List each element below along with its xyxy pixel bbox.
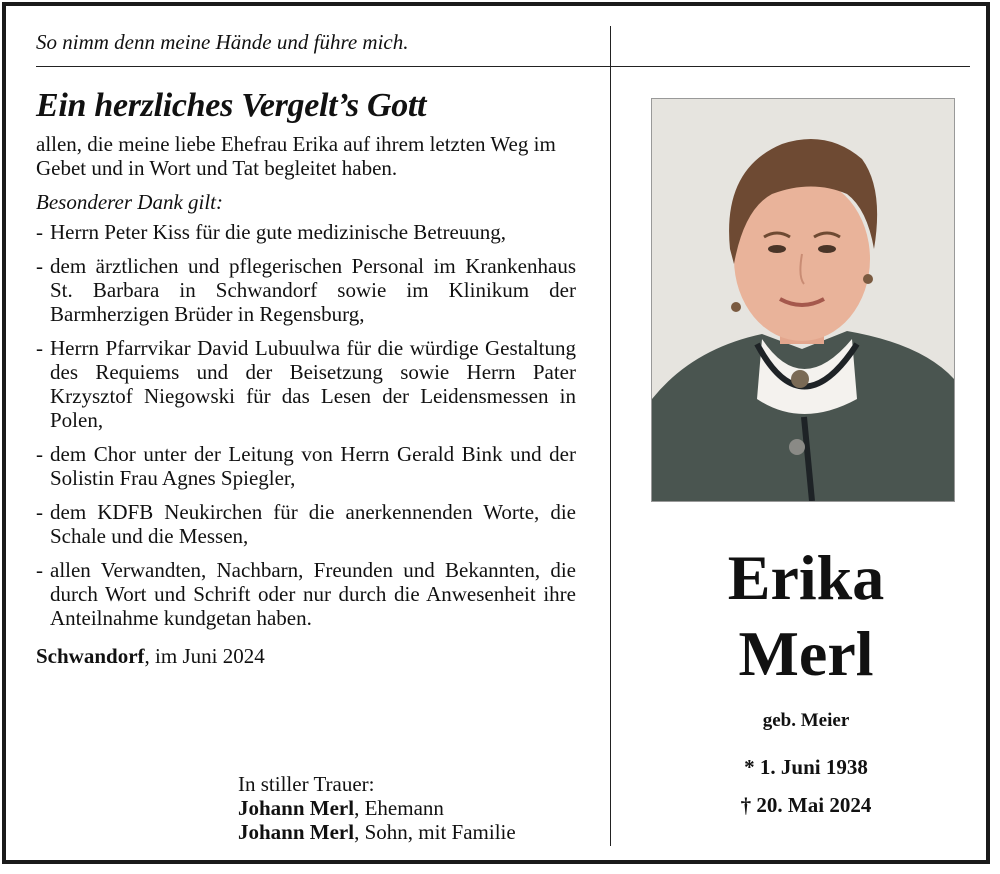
name-block (616, 540, 996, 692)
thanks-column (36, 84, 576, 668)
portrait-photo (651, 98, 955, 502)
birth-name: geb. Meier (762, 710, 850, 731)
top-divider (36, 66, 970, 67)
mourning-label: In stiller Trauer: (238, 772, 375, 796)
deceased-first-name: Erika (727, 542, 885, 613)
mourner-name: Johann Merl (238, 820, 355, 844)
mourner-relation: , Sohn, mit Familie (354, 820, 516, 844)
special-thanks-label: Besonderer Dank gilt: (36, 190, 224, 214)
birth-date: * 1. Juni 1938 (744, 755, 868, 779)
motto: So nimm denn meine Hände und führe mich. (36, 30, 409, 54)
mourners-block (238, 772, 516, 844)
thanks-item (36, 336, 576, 432)
thanks-text: Herrn Peter Kiss für die gute medizinische Betreuung, (50, 220, 507, 244)
death-date: † 20. Mai 2024 (740, 793, 872, 817)
thanks-item (36, 220, 576, 244)
portrait-illustration (652, 99, 954, 501)
dash-marker: - (36, 558, 43, 582)
thanks-text: Herrn Pfarrvikar David Lubuulwa für die würdige Gestaltung des Requiems und der Beisetzung sowie Herrn Pater Krzysztof Niegowski für das Lesen der Leidensmessen in Polen, (50, 336, 576, 432)
mourner-line (238, 820, 516, 844)
thanks-text: dem Chor unter der Leitung von Herrn Gerald Bink und der Solistin Frau Agnes Spiegler, (50, 442, 576, 490)
place-date: , im Juni 2024 (144, 644, 265, 668)
thanks-text: dem ärztlichen und pflegerischen Personal im Krankenhaus St. Barbara in Schwandorf sowie im Klinikum der Barmherzigen Brüder in Regensburg, (50, 254, 576, 326)
column-divider (610, 26, 611, 846)
obituary-card (2, 2, 990, 864)
dash-marker: - (36, 336, 43, 360)
place-name: Schwandorf (36, 644, 145, 668)
dash-marker: - (36, 254, 43, 278)
thanks-list (36, 220, 576, 630)
dates-block (616, 748, 996, 824)
dash-marker: - (36, 220, 43, 244)
mourner-name: Johann Merl (238, 796, 355, 820)
thanks-text: allen Verwandten, Nachbarn, Freunden und Bekannten, die durch Wort und Schrift oder nur durch die Anwesenheit ihre Anteilnahme kundgetan haben. (50, 558, 576, 630)
thanks-item (36, 254, 576, 326)
place-date-line (36, 644, 576, 668)
headline: Ein herzliches Vergelt’s Gott (36, 87, 427, 124)
mourner-relation: , Ehemann (354, 796, 444, 820)
thanks-item (36, 442, 576, 490)
intro-text: allen, die meine liebe Ehefrau Erika auf ihrem letzten Weg im Gebet und in Wort und Tat begleitet haben. (36, 132, 556, 180)
deceased-last-name: Merl (738, 618, 874, 689)
dash-marker: - (36, 500, 43, 524)
thanks-text: dem KDFB Neukirchen für die anerkennenden Worte, die Schale und die Messen, (50, 500, 576, 548)
thanks-item (36, 500, 576, 548)
dash-marker: - (36, 442, 43, 466)
thanks-item (36, 558, 576, 630)
birth-name-block (616, 710, 996, 732)
mourner-line (238, 796, 516, 820)
